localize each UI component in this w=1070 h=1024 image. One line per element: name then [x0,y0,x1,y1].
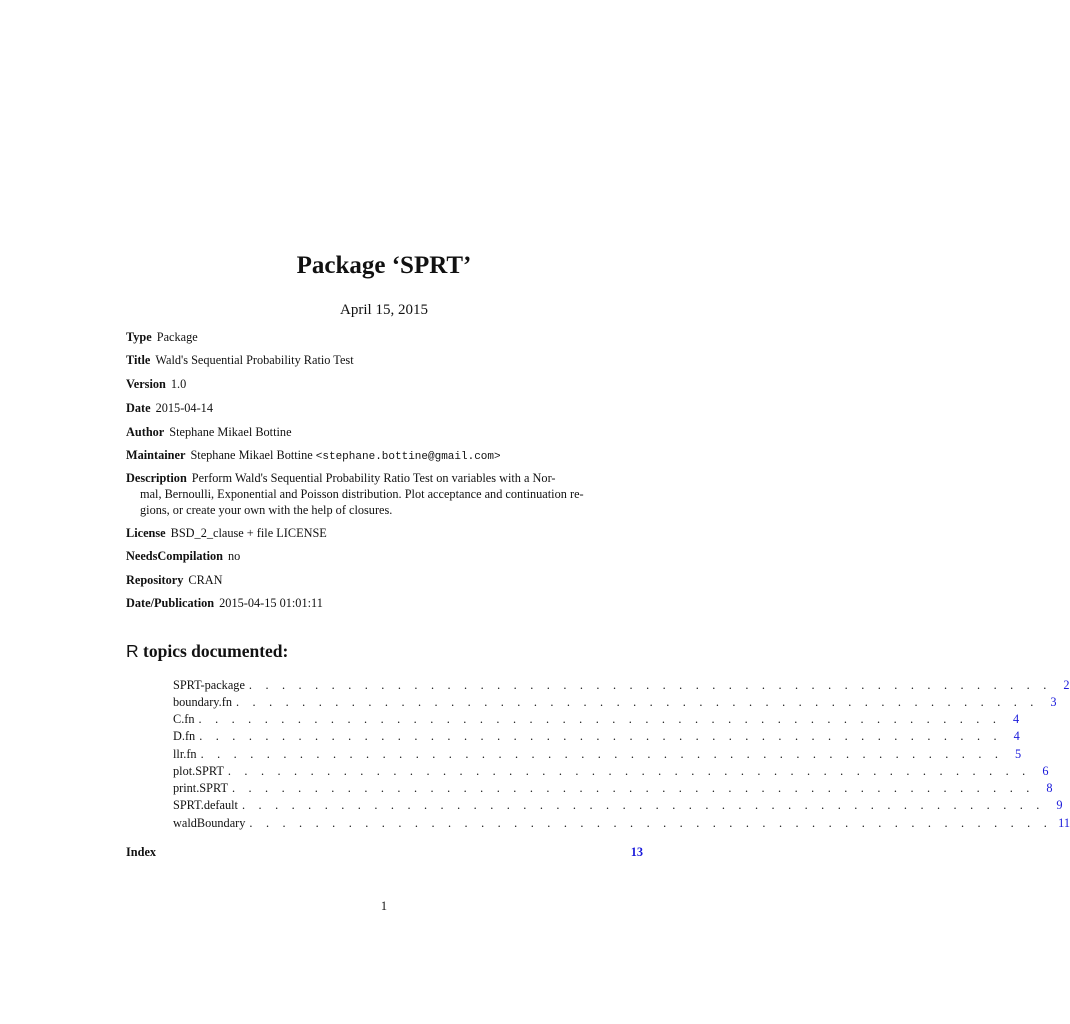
field-value: Stephane Mikael Bottine [169,425,292,439]
field-value: 1.0 [170,377,187,391]
field-description [126,470,616,518]
dot-leader: . . . . . . . . . . . . . . . . . . . . . . . . . . . . . . . . . . . . . . . . . . . . . . . . . [227,764,1031,778]
dot-leader: . . . . . . . . . . . . . . . . . . . . . . . . . . . . . . . . . . . . . . . . . . . . . . . . . [198,712,1002,726]
dot-leader: . . . . . . . . . . . . . . . . . . . . . . . . . . . . . . . . . . . . . . . . . . . . . . . . . [231,781,1035,795]
toc-item-page-link[interactable]: 4 [1012,712,1020,726]
field-value: no [228,549,241,563]
field-needs-compilation [126,548,616,564]
toc-item-page-link[interactable]: 4 [1013,729,1020,743]
field-key: Version [126,377,166,391]
document-date: April 15, 2015 [340,302,428,318]
toc-item-page-link[interactable]: 8 [1046,781,1053,795]
field-title [126,352,616,368]
toc-item-label: D.fn [173,729,196,743]
field-value: 2015-04-14 [155,401,213,415]
dot-leader: . . . . . . . . . . . . . . . . . . . . . . . . . . . . . . . . . . . . . . . . . . . . . . . . . [200,747,1004,761]
toc-item[interactable] [173,677,1070,694]
toc-item-label: plot.SPRT [173,764,224,778]
description-line-2: mal, Bernoulli, Exponential and Poisson distribution. Plot acceptance and continuation re- [140,487,584,501]
toc-item[interactable] [173,711,1020,728]
toc-item-label: C.fn [173,712,195,726]
maintainer-email: <stephane.bottine@gmail.com> [315,451,501,463]
dot-leader: . . . . . . . . . . . . . . . . . . . . . . . . . . . . . . . . . . . . . . . . . . . . . . . . . [248,678,1052,692]
field-version [126,376,616,392]
field-key: NeedsCompilation [126,549,224,563]
toc-item-label: waldBoundary [173,816,246,830]
field-author [126,424,616,440]
toc-item[interactable] [173,797,1063,814]
field-value: BSD_2_clause + file LICENSE [170,526,327,540]
dot-leader: . . . . . . . . . . . . . . . . . . . . . . . . . . . . . . . . . . . . . . . . . . . . . . . . . [235,695,1039,709]
toc-item-label: boundary.fn [173,695,232,709]
toc-item[interactable] [173,815,1070,832]
field-date [126,400,616,416]
field-value: Wald's Sequential Probability Ratio Test [155,353,354,367]
toc-item-page-link[interactable]: 11 [1058,816,1070,830]
field-key: Type [126,330,152,344]
field-date-publication [126,595,616,611]
field-value: 2015-04-15 01:01:11 [219,596,323,610]
field-value: Package [156,330,198,344]
field-repository [126,572,616,588]
field-key: Title [126,353,151,367]
field-type [126,329,616,345]
toc-item[interactable] [173,694,1057,711]
toc-item[interactable] [173,763,1049,780]
field-key: Repository [126,573,184,587]
field-key: Author [126,425,165,439]
toc-heading [126,641,288,662]
description-line-3: gions, or create your own with the help of closures. [140,503,393,517]
toc-item-label: SPRT-package [173,678,245,692]
page-title: Package ‘SPRT’ [296,252,472,279]
r-logo-text: R [126,641,139,661]
index-label: Index [126,845,157,859]
index-entry[interactable] [126,845,643,860]
index-page-link[interactable]: 13 [630,845,643,859]
page-number: 1 [380,899,388,913]
toc-heading-text: topics documented: [138,641,289,661]
toc-item-page-link[interactable]: 6 [1042,764,1049,778]
description-line-1: Perform Wald's Sequential Probability Ratio Test on variables with a Nor- [191,471,556,485]
toc-item-page-link[interactable]: 9 [1056,798,1063,812]
field-value: Stephane Mikael Bottine [190,448,313,462]
dot-leader: . . . . . . . . . . . . . . . . . . . . . . . . . . . . . . . . . . . . . . . . . . . . . . . . . [249,816,1053,830]
field-key: Maintainer [126,448,186,462]
dot-leader: . . . . . . . . . . . . . . . . . . . . . . . . . . . . . . . . . . . . . . . . . . . . . . . . . [199,729,1002,743]
toc-item-page-link[interactable]: 2 [1063,678,1070,692]
field-license [126,525,616,541]
field-key: Date/Publication [126,596,215,610]
field-maintainer [126,447,616,465]
toc-item-label: SPRT.default [173,798,238,812]
toc-item-page-link[interactable]: 3 [1050,695,1057,709]
toc-item-page-link[interactable]: 5 [1015,747,1022,761]
field-key: License [126,526,166,540]
dot-leader: . . . . . . . . . . . . . . . . . . . . . . . . . . . . . . . . . . . . . . . . . . . . . . . . . [241,798,1045,812]
toc-item[interactable] [173,728,1020,745]
toc-item[interactable] [173,746,1022,763]
toc-item-label: print.SPRT [173,781,228,795]
toc-item[interactable] [173,780,1053,797]
field-key: Description [126,471,187,485]
field-key: Date [126,401,151,415]
toc-item-label: llr.fn [173,747,197,761]
field-value: CRAN [188,573,223,587]
